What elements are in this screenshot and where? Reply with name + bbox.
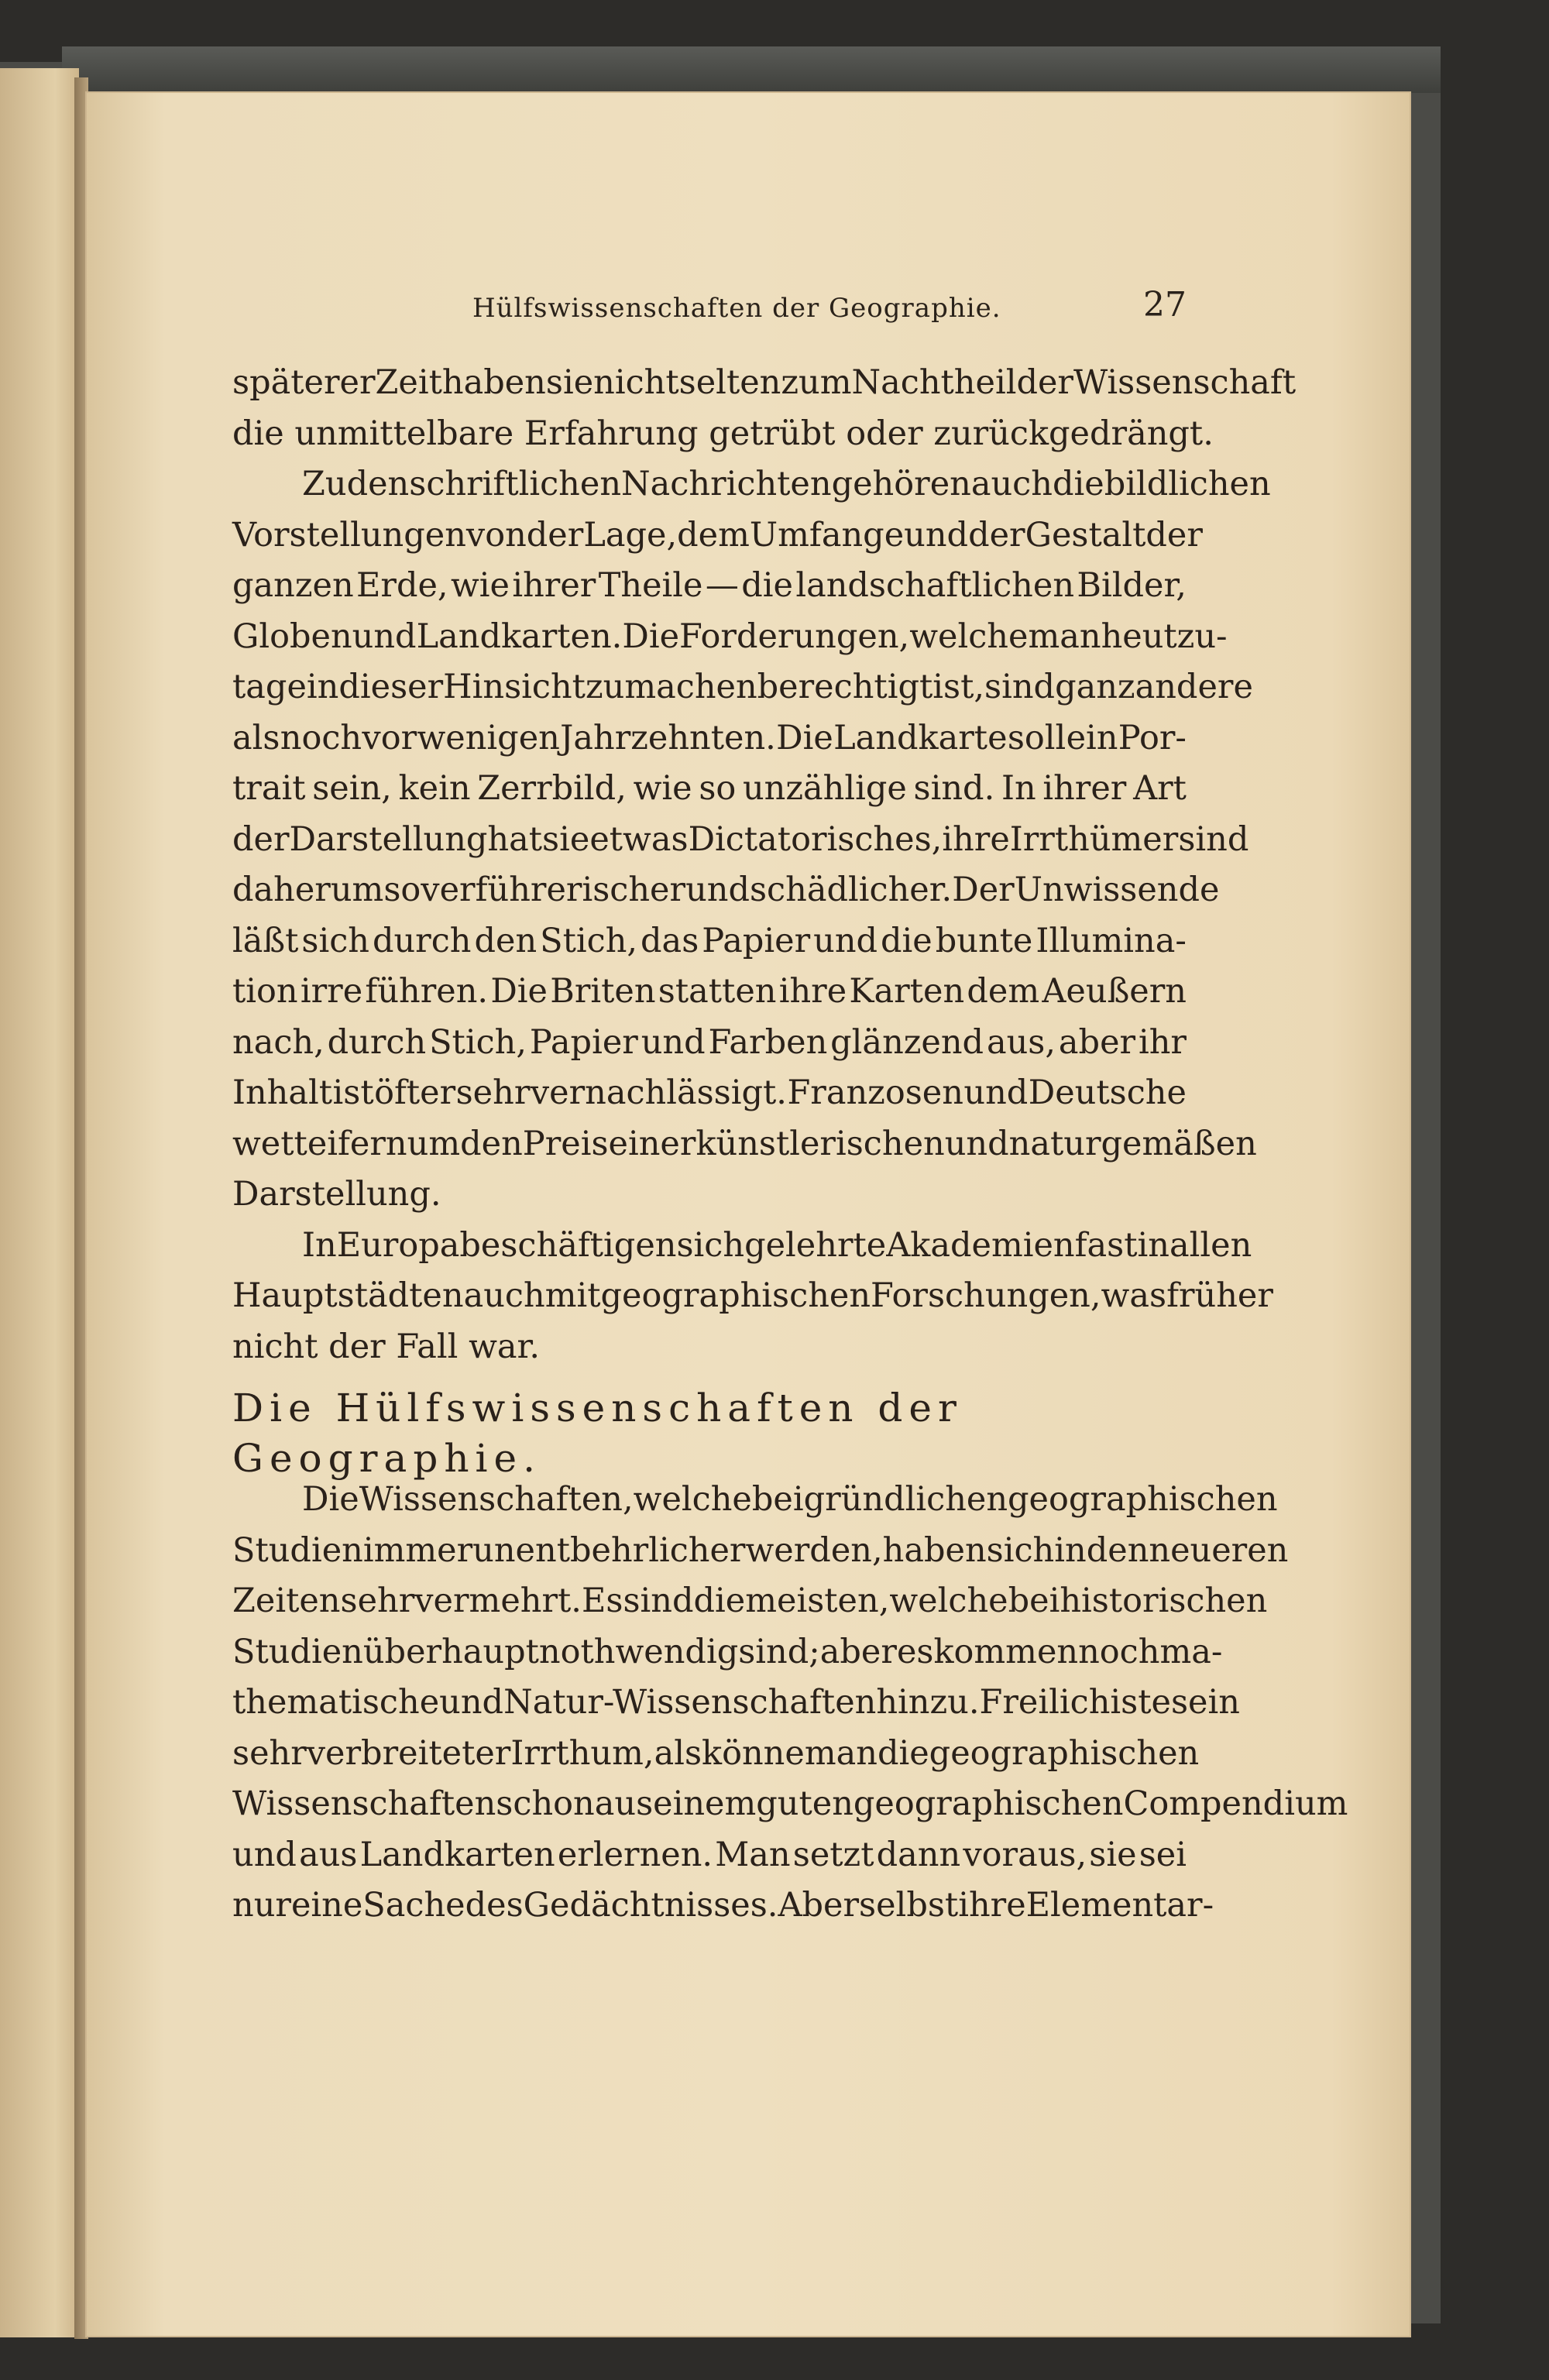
text-line: Die Wissenschaften, welche bei gründlichen geographischen xyxy=(302,1480,1278,1519)
text-line: thematische und Natur-Wissenschaften hinzu. Freilich ist es ein xyxy=(232,1683,1240,1722)
text-line: nach, durch Stich, Papier und Farben glänzend aus, aber ihr xyxy=(232,1022,1187,1062)
running-head: Hülfswissenschaften der Geographie. xyxy=(472,293,1001,324)
text-line: die unmittelbare Erfahrung getrübt oder zurückgedrängt. xyxy=(232,414,1214,453)
text-line: Zu den schriftlichen Nachrichten gehören auch die bildlichen xyxy=(302,465,1271,503)
text-line: und aus Landkarten erlernen. Man setzt dann voraus, sie sei xyxy=(232,1835,1187,1874)
text-line: Inhalt ist öfter sehr vernachlässigt. Franzosen und Deutsche xyxy=(232,1073,1187,1112)
text-line: nur eine Sache des Gedächtnisses. Aber selbst ihre Elementar- xyxy=(232,1886,1214,1925)
page-text xyxy=(232,358,1348,1932)
text-line: Hauptstädten auch mit geographischen Forschungen, was früher xyxy=(232,1276,1273,1315)
text-line: Wissenschaften schon aus einem guten geographischen Compendium xyxy=(232,1784,1348,1823)
text-line: späterer Zeit haben sie nicht selten zum Nachtheil der Wissenschaft xyxy=(232,363,1297,402)
text-line: der Darstellung hat sie etwas Dictatorisches, ihre Irrthümer sind xyxy=(232,819,1249,859)
text-line: Zeiten sehr vermehrt. Es sind die meisten, welche bei historischen xyxy=(232,1582,1268,1620)
text-line: Studien überhaupt nothwendig sind; aber es kommen noch ma- xyxy=(232,1632,1223,1671)
text-line: Studien immer unentbehrlicher werden, haben sich in den neueren xyxy=(232,1530,1289,1570)
text-line: trait sein, kein Zerrbild, wie so unzählige sind. In ihrer Art xyxy=(232,769,1187,808)
section-heading: Die Hülfswissenschaften der Geographie. xyxy=(232,1385,963,1481)
text-line: ganzen Erde, wie ihrer Theile — die landschaftlichen Bilder, xyxy=(232,566,1187,605)
left-page-edge xyxy=(0,68,79,2337)
text-line: daher um so verführerischer und schädlicher. Der Unwissende xyxy=(232,871,1220,909)
text-line: tion irre führen. Die Briten statten ihre Karten dem Aeußern xyxy=(232,972,1187,1011)
text-line: als noch vor wenigen Jahrzehnten. Die Landkarte soll ein Por- xyxy=(232,718,1187,757)
text-line: tage in dieser Hinsicht zu machen berechtigt ist, sind ganz andere xyxy=(232,668,1253,706)
text-line: Globen und Landkarten. Die Forderungen, welche man heutzu- xyxy=(232,616,1228,656)
text-line: läßt sich durch den Stich, das Papier und die bunte Illumina- xyxy=(232,921,1187,960)
text-line: nicht der Fall war. xyxy=(232,1327,541,1366)
book-cover-top-edge xyxy=(62,46,1441,93)
page-header xyxy=(232,285,1187,339)
text-line: Darstellung. xyxy=(232,1175,441,1214)
text-line: Vorstellungen von der Lage, dem Umfange und der Gestalt der xyxy=(232,515,1203,555)
page-number: 27 xyxy=(1143,285,1187,325)
text-line: wetteifern um den Preis einer künstlerischen und naturgemäßen xyxy=(232,1124,1257,1163)
text-line: sehr verbreiteter Irrthum, als könne man die geographischen xyxy=(232,1733,1200,1773)
text-line: In Europa beschäftigen sich gelehrte Akademien fast in allen xyxy=(302,1225,1252,1265)
